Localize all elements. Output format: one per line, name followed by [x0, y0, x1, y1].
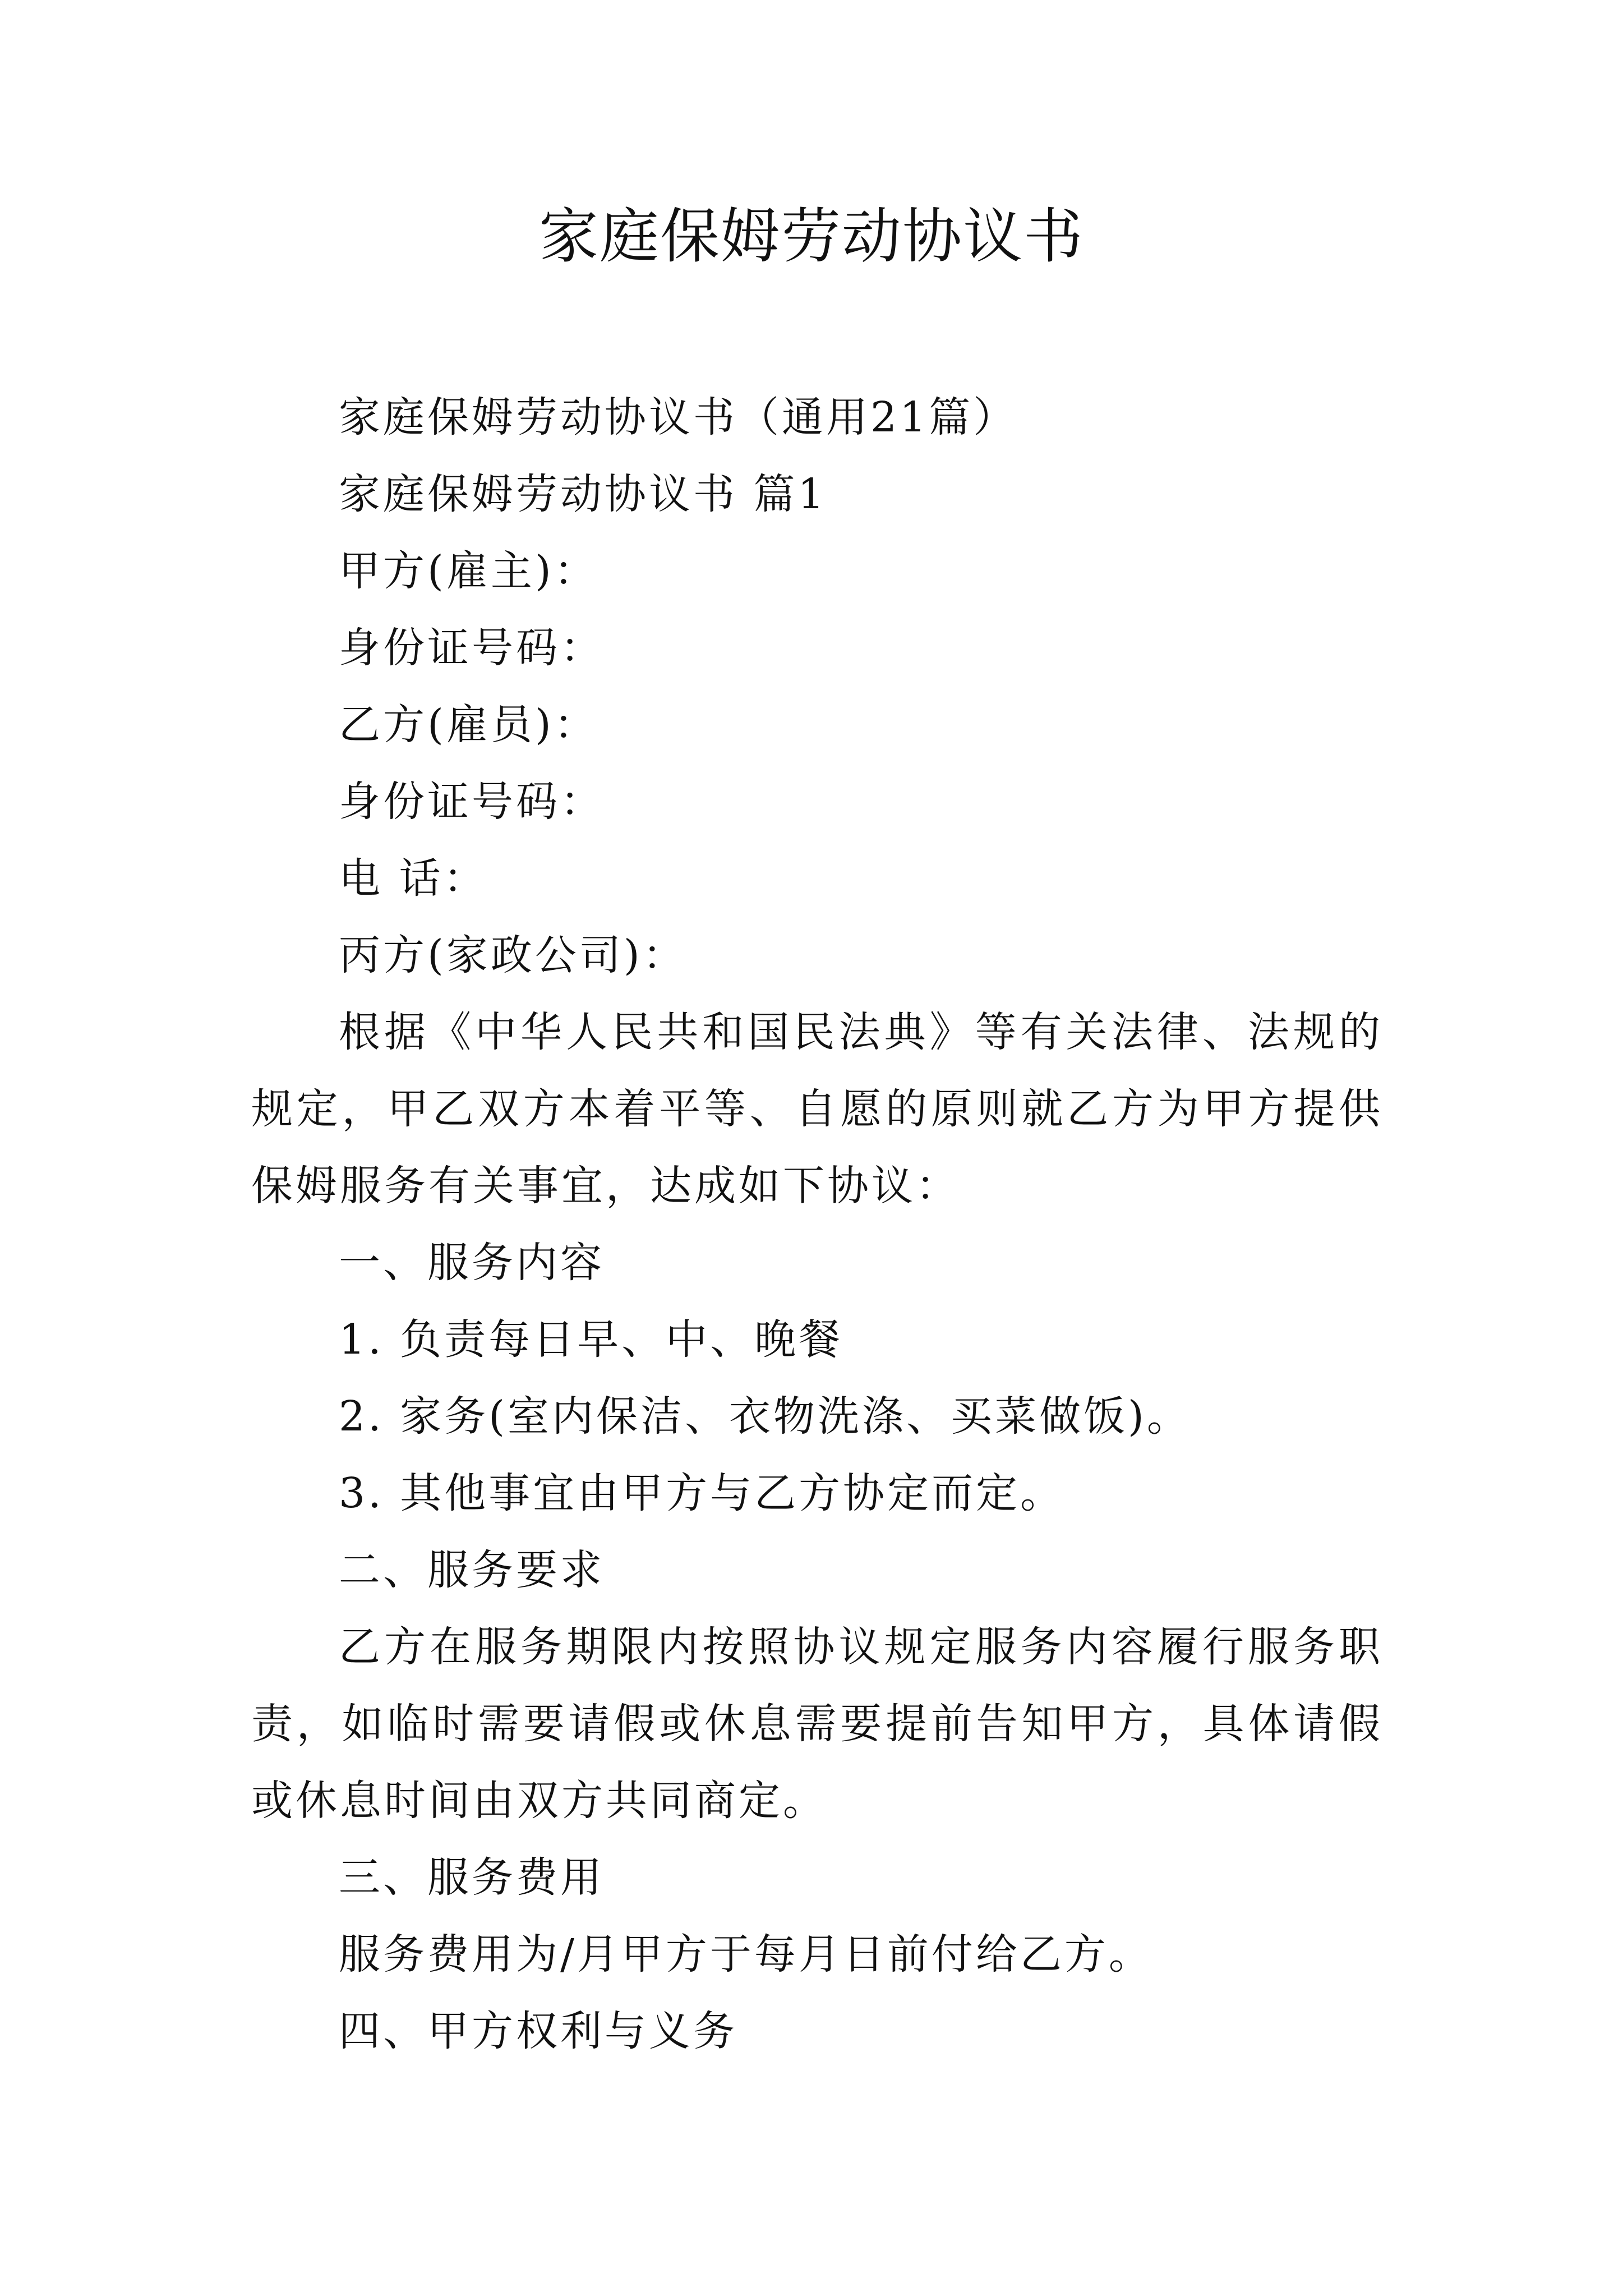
- section-heading-service-requirements: 二、服务要求: [339, 1546, 605, 1594]
- party-b-field: 乙方(雇员)：: [339, 701, 598, 749]
- section-heading-party-a-rights: 四、甲方权利与义务: [339, 2007, 737, 2055]
- list-item: 3. 其他事宜由甲方与乙方协定而定。: [339, 1469, 1065, 1517]
- party-b-id-field: 身份证号码：: [339, 777, 605, 826]
- preamble-paragraph: 根据《中华人民共和国民法典》等有关法律、法规的规定，甲乙双方本着平等、自愿的原则就乙方为甲方提供保姆服务有关事宜，达成如下协议：: [251, 1008, 1383, 1210]
- party-a-field: 甲方(雇主)：: [339, 547, 598, 595]
- section-heading-service-fees: 三、服务费用: [339, 1853, 605, 1902]
- service-requirements-paragraph: 乙方在服务期限内按照协议规定服务内容履行服务职责，如临时需要请假或休息需要提前告知甲方，具体请假或休息时间由双方共同商定。: [251, 1623, 1383, 1825]
- section-heading-service-content: 一、服务内容: [339, 1239, 605, 1287]
- party-a-id-field: 身份证号码：: [339, 624, 605, 672]
- document-body: [251, 379, 1383, 2070]
- party-c-field: 丙方(家政公司)：: [339, 931, 687, 979]
- document-subtitle: 家庭保姆劳动协议书（通用21篇）: [339, 393, 1018, 441]
- list-item: 1. 负责每日早、中、晚餐: [339, 1315, 843, 1364]
- list-item: 2. 家务(室内保洁、衣物洗涤、买菜做饭)。: [339, 1392, 1191, 1441]
- document-title: 家庭保姆劳动协议书: [539, 202, 1084, 271]
- service-fees-paragraph: 服务费用为/月甲方于每月日前付给乙方。: [339, 1930, 1153, 1978]
- phone-field: 电 话：: [339, 854, 488, 903]
- section-heading-part-1: 家庭保姆劳动协议书 篇1: [339, 470, 827, 518]
